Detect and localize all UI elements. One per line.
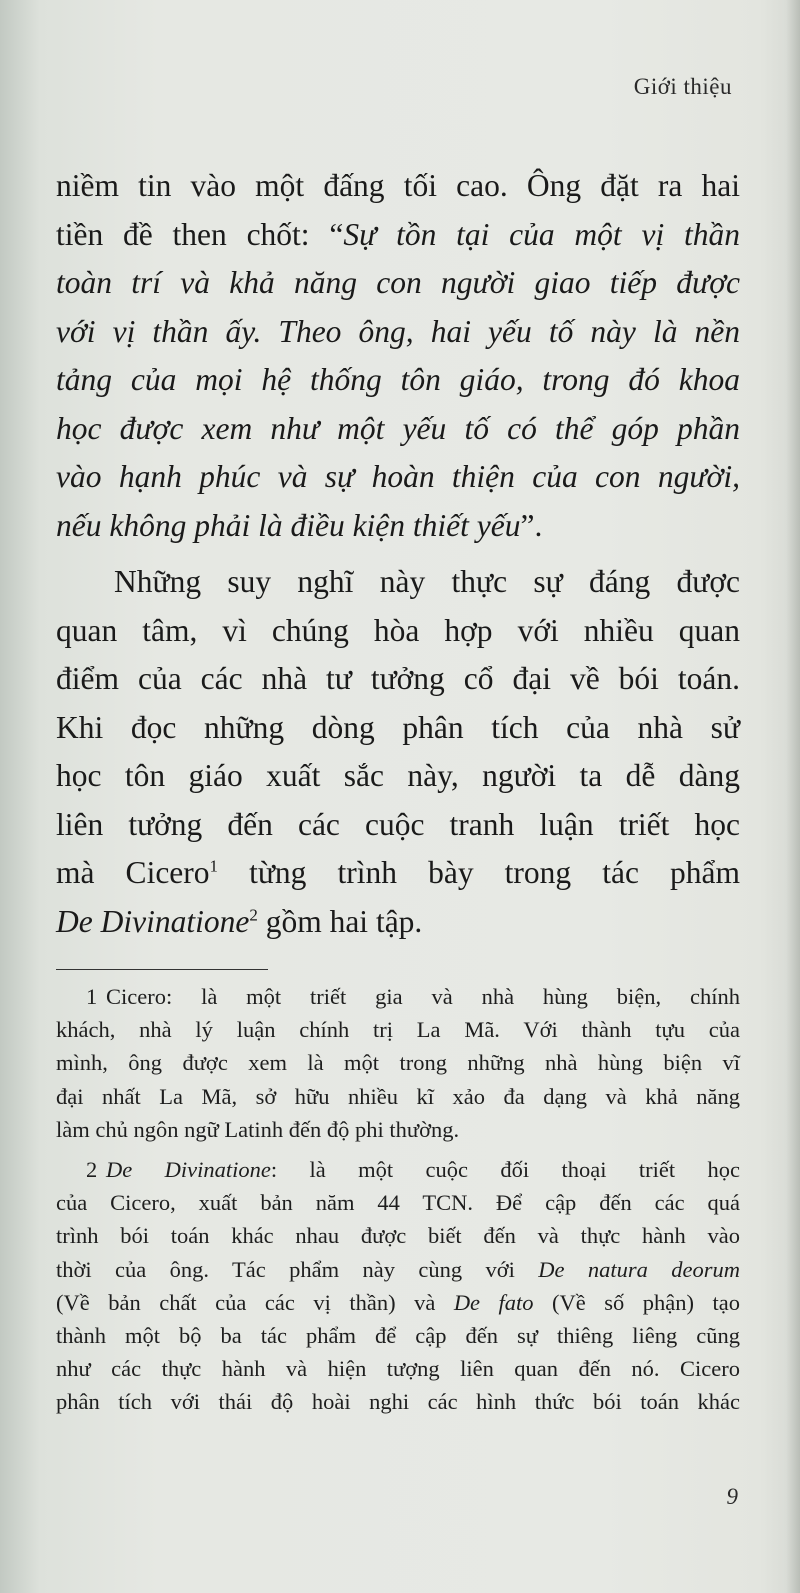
text-line: Khi đọc những dòng phân tích của nhà sử	[56, 709, 740, 745]
footnote-line: (Về bản chất của các vị thần) và De fato (Về số phận) tạo	[56, 1289, 740, 1315]
text-line: mà Cicero$^1$ từng trình bày trong tác phẩm	[56, 855, 740, 890]
text-line: De Divinatione$^2$ gồm hai tập.	[56, 903, 423, 939]
page-number: 9	[726, 1484, 738, 1509]
footnote-ref-1[interactable]: 1	[209, 856, 219, 876]
footnote-number: 1	[86, 984, 98, 1009]
footnote-2	[56, 1153, 740, 1419]
footnote-line: 2 De Divinatione: là một cuộc đối thoại triết học	[56, 1153, 740, 1186]
footnote-line: của Cicero, xuất bản năm 44 TCN. Để cập đến các quá	[56, 1190, 740, 1216]
text-line: quan tâm, vì chúng hòa hợp với nhiều quan	[56, 612, 740, 648]
text-line: vào hạnh phúc và sự hoàn thiện của con người,	[56, 459, 740, 494]
text-line: tiền đề then chốt: “Sự tồn tại của một vị thần	[56, 216, 740, 252]
footnote-line: như các thực hành và hiện tượng liên quan đến nó. Cicero	[56, 1356, 740, 1382]
text-line: tảng của mọi hệ thống tôn giáo, trong đó khoa	[56, 362, 740, 397]
footnote-ref-2[interactable]: 2	[249, 905, 258, 924]
footnote-line: thời của ông. Tác phẩm này cùng với De natura deorum	[56, 1256, 741, 1282]
footnote-line: trình bói toán khác nhau được biết đến và thực hành vào	[56, 1223, 740, 1249]
footnote-line: 1 Cicero: là một triết gia và nhà hùng biện, chính	[56, 980, 740, 1013]
text-line: học được xem như một yếu tố có thể góp phần	[56, 410, 740, 446]
footnote-line: mình, ông được xem là một trong những nhà hùng biện vĩ	[56, 1050, 740, 1076]
text-line: học tôn giáo xuất sắc này, người ta dễ dàng	[56, 758, 740, 793]
footnote-line: làm chủ ngôn ngữ Latinh đến độ phi thường.	[56, 1116, 460, 1142]
footnote-line: thành một bộ ba tác phẩm để cập đến sự thiêng liêng cũng	[56, 1323, 740, 1349]
paragraph-1	[56, 162, 740, 550]
footnote-separator	[56, 969, 268, 970]
text-line: với vị thần ấy. Theo ông, hai yếu tố này là nền	[56, 313, 740, 349]
paragraph-2	[56, 558, 740, 946]
text-line: toàn trí và khả năng con người giao tiếp được	[56, 265, 740, 300]
text-line: nếu không phải là điều kiện thiết yếu”.	[56, 507, 543, 543]
footnote-line: đại nhất La Mã, sở hữu nhiều kĩ xảo đa dạng và khả năng	[56, 1083, 740, 1109]
text-line: Những suy nghĩ này thực sự đáng được	[114, 564, 740, 599]
footnote-line: phân tích với thái độ hoài nghi các hình thức bói toán khác	[56, 1389, 740, 1415]
footnote-line: khách, nhà lý luận chính trị La Mã. Với thành tựu của	[56, 1017, 740, 1043]
footnote-1	[56, 980, 740, 1146]
running-header: Giới thiệu	[633, 74, 732, 99]
text-line: điểm của các nhà tư tưởng cổ đại về bói toán.	[56, 661, 740, 696]
text-line: niềm tin vào một đấng tối cao. Ông đặt ra hai	[56, 168, 740, 203]
text-line: liên tưởng đến các cuộc tranh luận triết học	[56, 806, 740, 842]
footnote-number: 2	[86, 1157, 98, 1182]
